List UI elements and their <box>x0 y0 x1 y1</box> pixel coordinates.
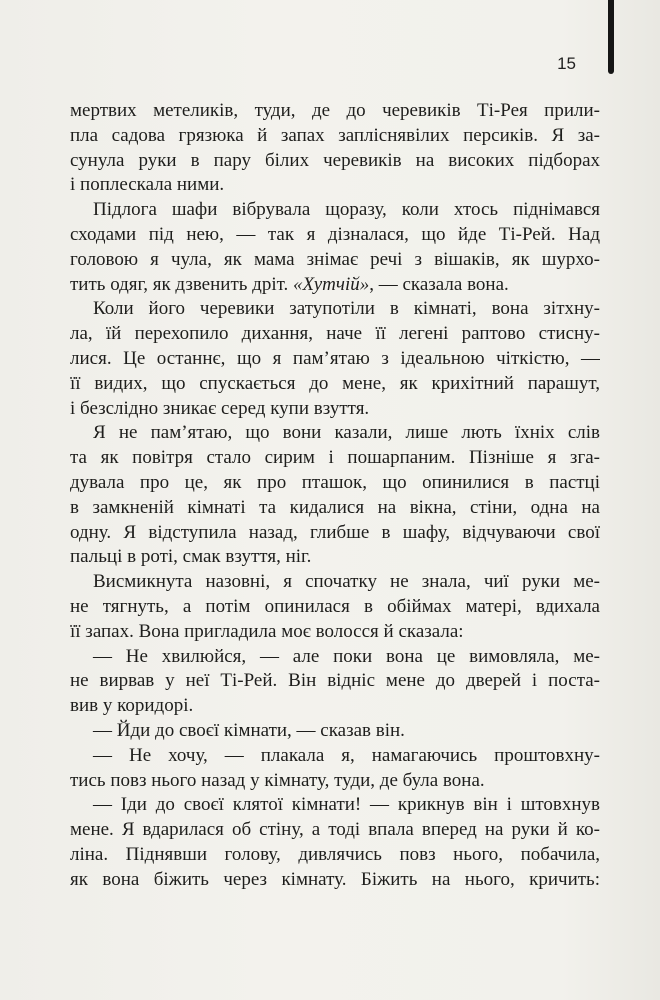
text-fragment: тить одяг, як дзвенить дріт. <box>70 273 289 295</box>
text-line: Я не пам’ятаю, що вони казали, лише лють їхніх слів <box>93 422 600 444</box>
text-line: не вирвав у неї Ті-Рей. Він відніс мене до дверей і поста- <box>70 670 600 692</box>
text-line: не тягнуть, а потім опинилася в обіймах матері, вдихала <box>70 595 600 617</box>
text-line: — Не хвилюйся, — але поки вона це вимовляла, ме- <box>93 645 600 667</box>
text-fragment: , — сказала вона. <box>369 273 509 295</box>
text-line: лися. Це останнє, що я пам’ятаю з ідеальною чіткістю, — <box>70 347 600 369</box>
text-line: одну. Я відступила назад, глибше в шафу, відчуваючи свої <box>70 521 600 543</box>
text-line: дувала про це, як про пташок, що опинилися в пастці <box>70 471 600 493</box>
text-line: головою я чула, як мама знімає речі з вішаків, як шурхо- <box>70 248 600 270</box>
text-line: в замкненій кімнаті та кидалися на вікна, стіни, одна на <box>70 496 600 518</box>
text-line: сходами під нею, — так я дізналася, що йде Ті-Рей. Над <box>70 223 600 245</box>
text-line: пальці в роті, смак взуття, ніг. <box>70 546 312 568</box>
text-line: її видих, що спускається до мене, як крихітний парашут, <box>70 372 600 394</box>
italic-quote: «Хутчій» <box>293 273 370 295</box>
text-line: — Йди до своєї кімнати, — сказав він. <box>93 719 405 741</box>
text-line: і безслідно зникає серед купи взуття. <box>70 397 370 419</box>
text-line: ла, їй перехопило дихання, наче її легені раптово стисну- <box>70 323 600 345</box>
text-line: мертвих метеликів, туди, де до черевиків Ті-Рея прили- <box>70 100 600 121</box>
text-line: пла садова грязюка й запах запліснявілих персиків. Я за- <box>70 124 600 146</box>
text-line: — Іди до своєї клятої кімнати! — крикнув він і штовхнув <box>93 794 600 816</box>
text-line: Підлога шафи вібрувала щоразу, коли хтось піднімався <box>93 199 600 221</box>
text-line: ліна. Піднявши голову, дивлячись повз нього, побачила, <box>70 843 600 865</box>
text-line: мене. Я вдарилася об стіну, а тоді впала вперед на руки й ко- <box>70 819 600 841</box>
text-line: Висмикнута назовні, я спочатку не знала, чиї руки ме- <box>93 571 600 593</box>
text-line <box>70 273 600 298</box>
text-line: як вона біжить через кімнату. Біжить на нього, кричить: <box>70 868 600 890</box>
text-line: вив у коридорі. <box>70 695 194 717</box>
text-line: Коли його черевики затупотіли в кімнаті, вона зітхну- <box>93 298 600 320</box>
text-line: сунула руки в пару білих черевиків на високих підборах <box>70 149 600 171</box>
text-line: та як повітря стало сирим і пошарпаним. Пізніше я згa- <box>70 447 600 469</box>
body-text <box>70 99 600 893</box>
text-line: і поплескала ними. <box>70 174 225 196</box>
text-line: її запах. Вона пригладила моє волосся й сказала: <box>70 620 464 642</box>
text-line: тись повз нього назад у кімнату, туди, де була вона. <box>70 769 485 791</box>
text-line: — Не хочу, — плакала я, намагаючись проштовхну- <box>93 744 600 766</box>
page-number: 15 <box>557 54 576 73</box>
page-edge-mark <box>608 0 614 74</box>
